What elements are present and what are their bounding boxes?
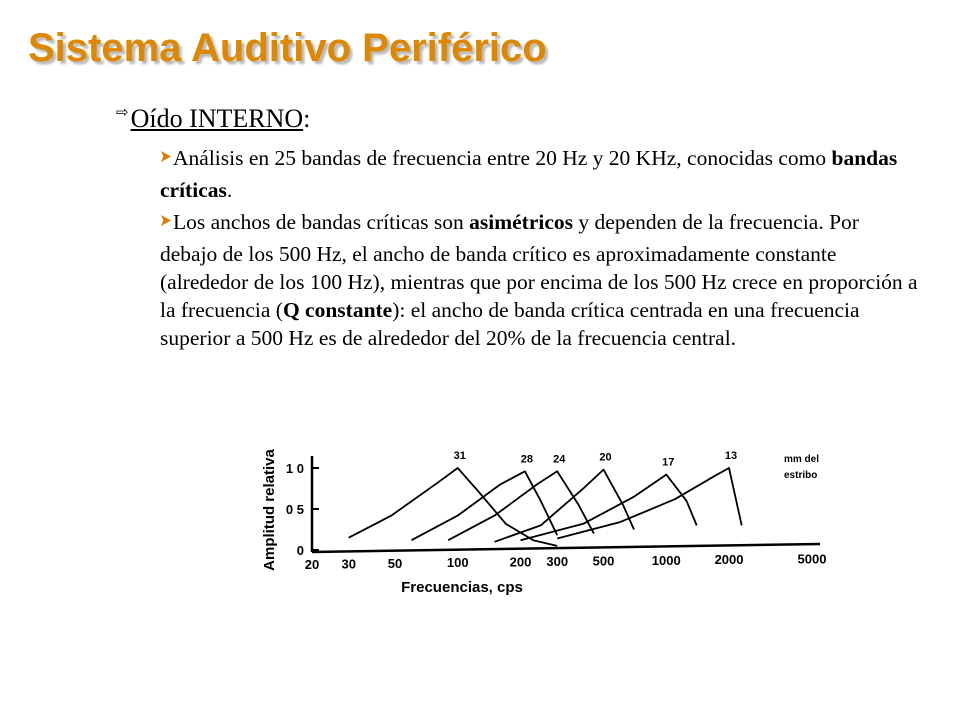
x-axis-line	[312, 544, 820, 552]
chart-canvas	[240, 420, 840, 620]
y-axis-label: Amplitud relativa	[261, 449, 278, 571]
x-tick-label: 5000	[797, 551, 827, 567]
section-heading	[116, 102, 310, 140]
item2-text-a: Los anchos de bandas críticas son	[173, 210, 470, 234]
hollow-right-arrow-icon: ⇨	[116, 105, 129, 121]
y-tick-label: 0	[296, 543, 304, 558]
series-label-24: 24	[553, 453, 566, 466]
section-heading-word: Oído INTERNO	[130, 104, 304, 133]
series-label-13: 13	[724, 450, 738, 462]
item2-bold-b: Q constante	[282, 298, 393, 322]
series-curve-31	[349, 468, 558, 546]
series-label-28: 28	[520, 453, 534, 466]
x-tick-label: 100	[446, 555, 469, 571]
bullet-item-2	[160, 208, 920, 352]
x-tick-label: 500	[592, 553, 615, 569]
item1-text-b: .	[226, 178, 233, 202]
y-tick-label: 1 0	[285, 461, 304, 476]
series-curve-13	[557, 468, 742, 539]
item2-text-b: y dependen de la frecuencia. Por debajo de los 500 Hz, el ancho de banda crítico es aproximadamente constante (alrededor de los 100 Hz), mientras que por encima de los 500 Hz crece en proporción a la frecuencia (	[160, 210, 918, 322]
series-curve-20	[495, 470, 635, 542]
item2-text-c: ): el ancho de banda crítica centrada en una frecuencia superior a 500 Hz es de alrededor del 20% de la frecuencia central.	[160, 298, 860, 350]
x-tick-label: 300	[546, 554, 569, 569]
slide-title-text: Sistema Auditivo Periférico	[28, 26, 547, 70]
legend-title-line1: mm del	[784, 454, 820, 465]
series-curve-17	[521, 475, 697, 541]
legend-title-line2: estribo	[784, 470, 818, 481]
x-tick-label: 20	[304, 557, 320, 572]
series-label-20: 20	[599, 451, 612, 464]
x-tick-label: 1000	[651, 552, 681, 568]
x-tick-label: 50	[387, 555, 403, 571]
bullet-item-1	[160, 144, 920, 204]
x-tick-label: 2000	[714, 552, 744, 568]
x-tick-label: 200	[509, 554, 532, 570]
item1-text-a: Análisis en 25 bandas de frecuencia entre 20 Hz y 20 KHz, conocidas como	[173, 146, 832, 170]
series-label-31: 31	[453, 450, 466, 462]
slide-title	[28, 22, 547, 74]
filled-arrow-icon	[160, 210, 172, 238]
item2-bold-a: asimétricos	[469, 210, 574, 234]
section-heading-colon: :	[303, 104, 311, 133]
x-tick-label: 30	[341, 556, 356, 572]
item1-bold: bandas críticas	[160, 146, 898, 202]
y-tick-label: 0 5	[285, 502, 304, 517]
x-axis-label: Frecuencias, cps	[401, 579, 523, 596]
critical-band-chart	[240, 420, 840, 620]
series-label-17: 17	[662, 456, 675, 469]
series-curve-28	[412, 471, 558, 540]
filled-arrow-icon	[160, 146, 172, 174]
